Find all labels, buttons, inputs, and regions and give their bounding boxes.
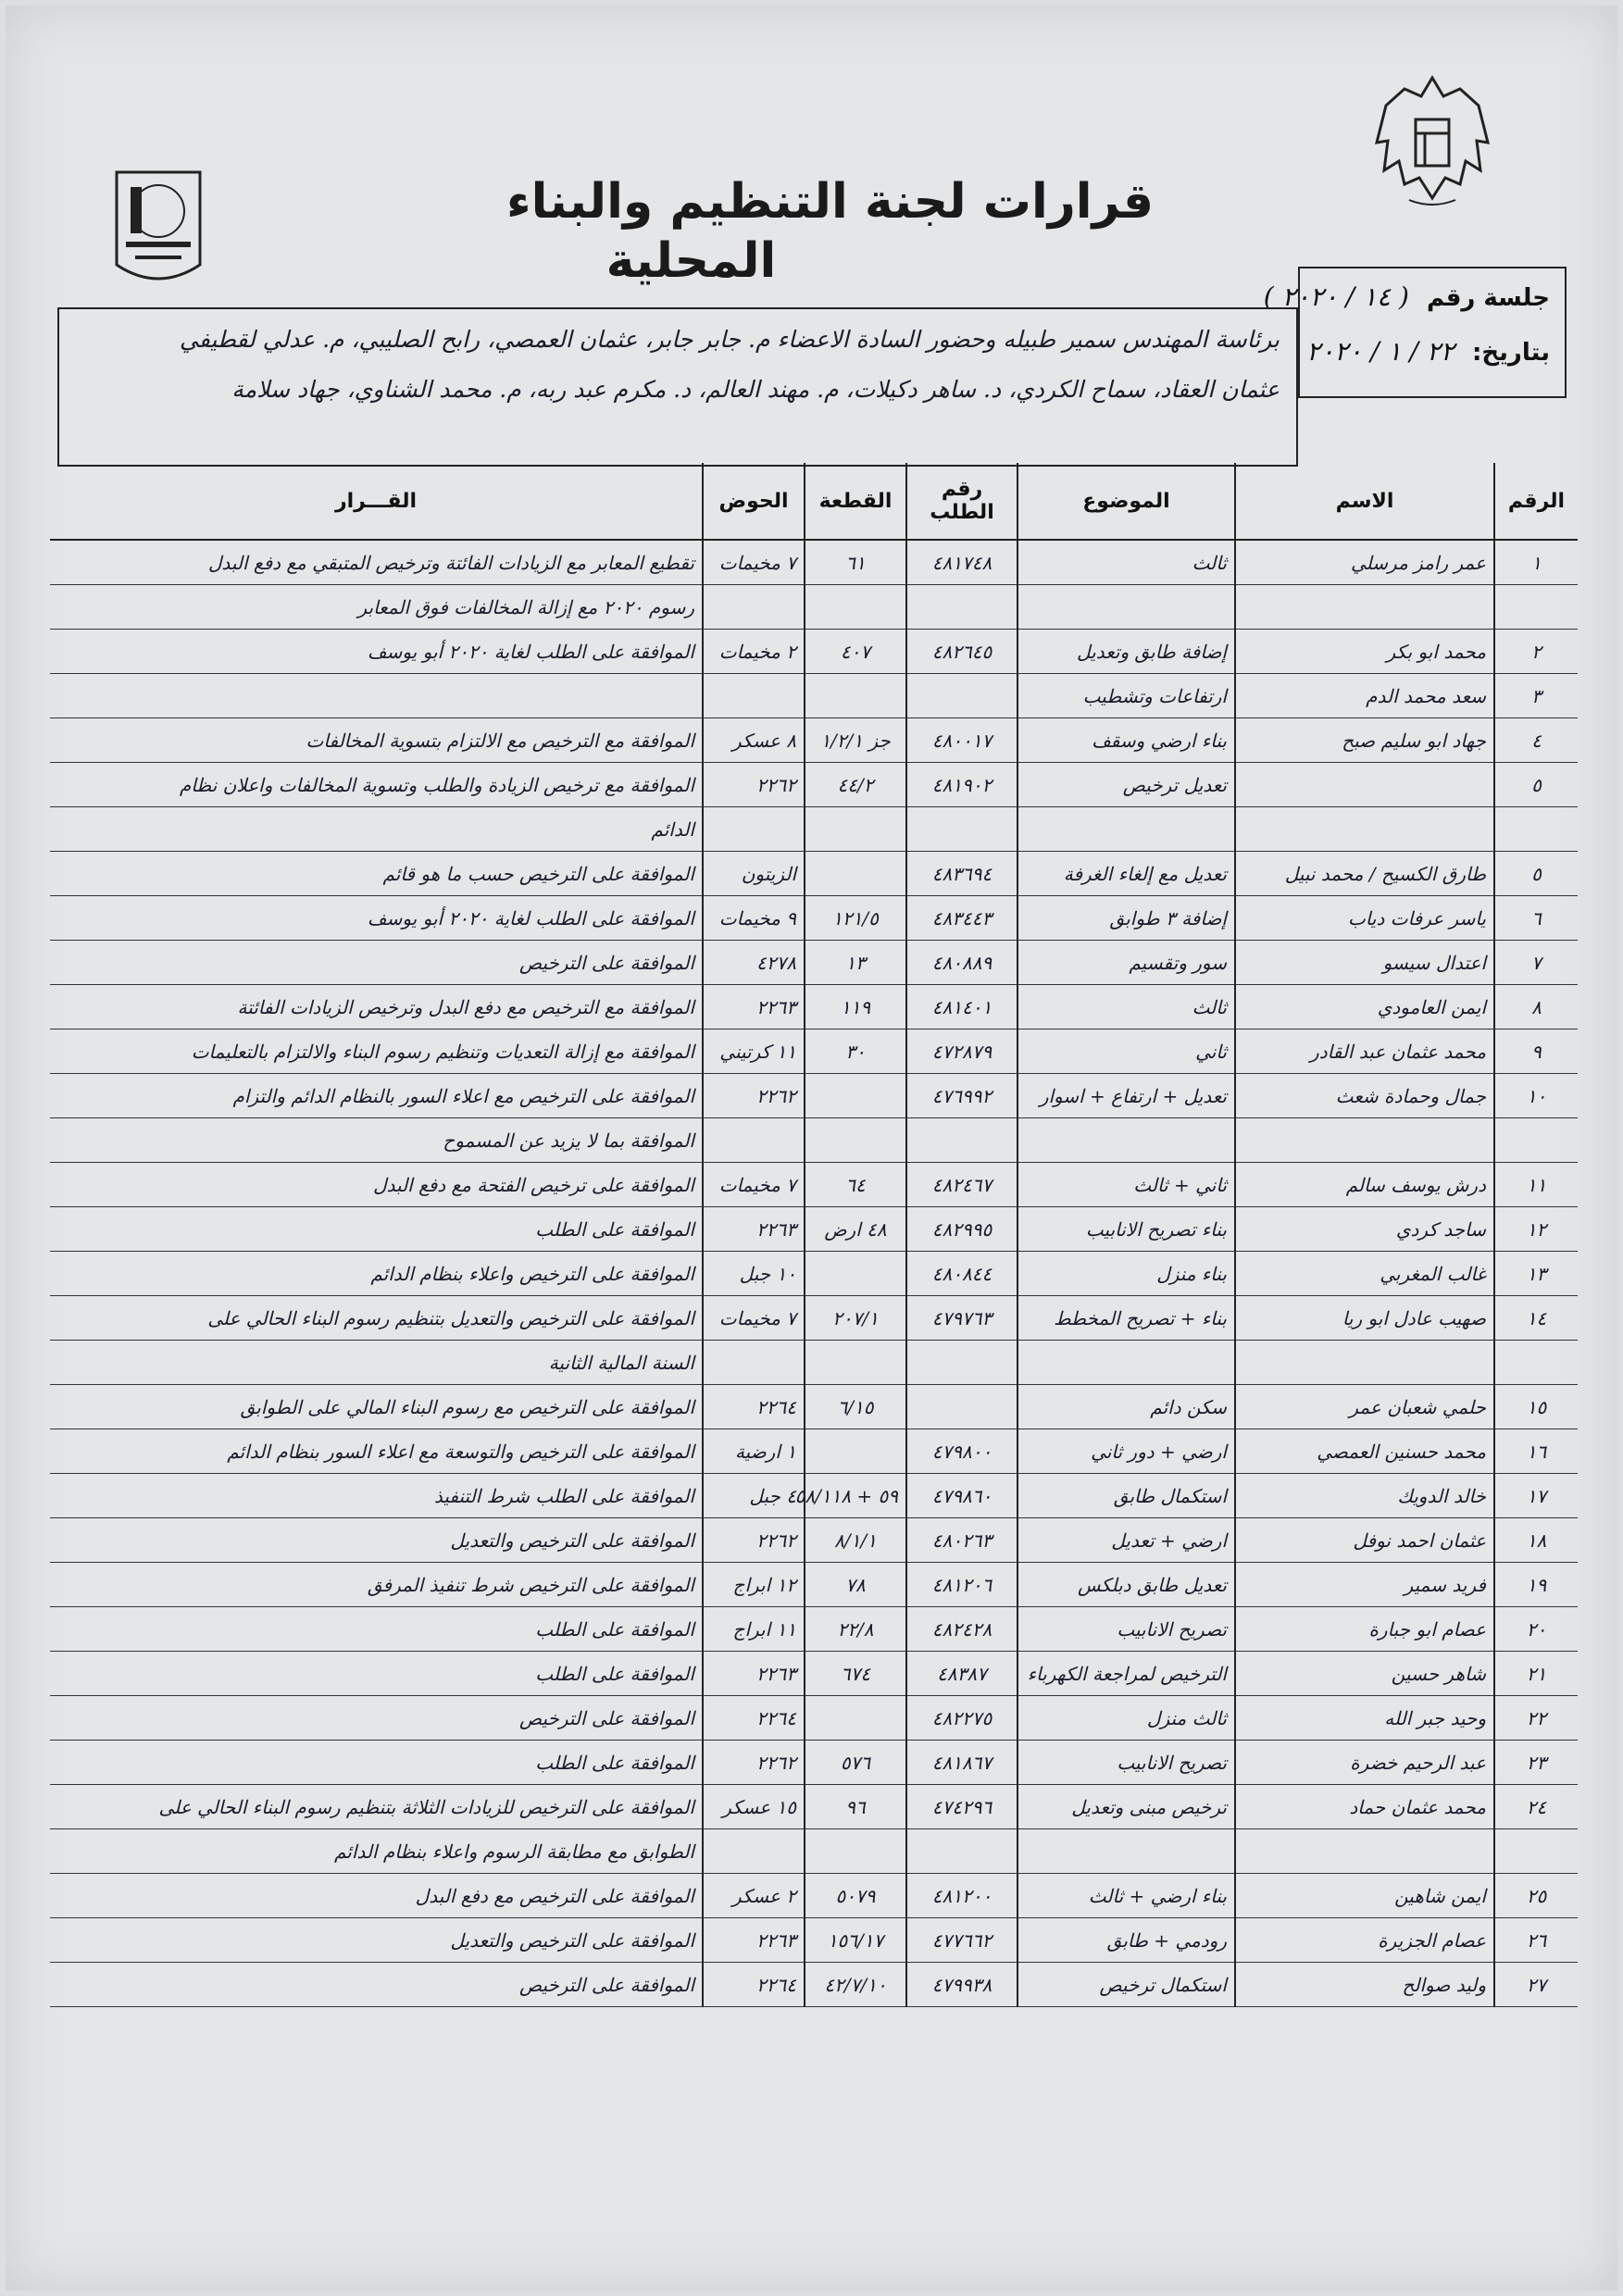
cell-basin: ١٠ جبل [703,1252,805,1296]
cell-decision: الطوابق مع مطابقة الرسوم واعلاء بنظام الدائم [50,1829,703,1874]
cell-decision: الموافقة على الطلب [50,1741,703,1785]
cell-basin: ١٥ عسكر [703,1785,805,1829]
table-row [50,852,1578,896]
cell-num: ٢٦ [1494,1918,1578,1963]
cell-subject [1017,585,1235,630]
cell-num: ٢ [1494,630,1578,674]
cell-decision: الموافقة على الترخيص مع رسوم البناء المالي على الطوابق [50,1385,703,1429]
cell-request: ٤٧٦٩٩٢ [906,1074,1017,1118]
cell-request: ٤٨٠٠١٧ [906,718,1017,763]
table-row [50,941,1578,985]
cell-num: ٧ [1494,941,1578,985]
cell-decision: الموافقة مع إزالة التعديات وتنظيم رسوم البناء والالتزام بالتعليمات [50,1029,703,1074]
cell-request: ٤٨٢٢٧٥ [906,1696,1017,1741]
cell-num: ٢٤ [1494,1785,1578,1829]
cell-request: ٤٧٩٨٦٠ [906,1474,1017,1518]
cell-name: محمد حسنين العمصي [1235,1429,1494,1474]
cell-subject: ارضي + دور ثاني [1017,1429,1235,1474]
cell-decision: الموافقة على الترخيص والتعديل بتنظيم رسوم البناء الحالي على [50,1296,703,1341]
cell-plot: ١٢١/٥ [805,896,906,941]
cell-num: ١ [1494,540,1578,585]
cell-request: ٤٨٠٢٦٣ [906,1518,1017,1563]
cell-num: ٥ [1494,852,1578,896]
cell-request: ٤٧٩٧٦٣ [906,1296,1017,1341]
cell-plot [805,585,906,630]
cell-decision: الموافقة على الترخيص والتعديل [50,1918,703,1963]
cell-subject: استكمال ترخيص [1017,1963,1235,2007]
committee-members-box [57,307,1298,467]
cell-plot: ٨/١/١ [805,1518,906,1563]
cell-subject: ثاني [1017,1029,1235,1074]
cell-plot [805,1429,906,1474]
cell-request [906,1385,1017,1429]
cell-num: ٢٧ [1494,1963,1578,2007]
cell-decision: الموافقة على الترخيص واعلاء بنظام الدائم [50,1252,703,1296]
cell-name: عصام الجزيرة [1235,1918,1494,1963]
table-row [50,1696,1578,1741]
table-row [50,1874,1578,1918]
cell-plot: ٥٠٧٩ [805,1874,906,1918]
cell-decision: الموافقة على الترخيص شرط تنفيذ المرفق [50,1563,703,1607]
cell-basin: ٢٢٦٣ [703,1652,805,1696]
cell-plot [805,1696,906,1741]
cell-request: ٤٧٩٩٣٨ [906,1963,1017,2007]
date-label: بتاريخ: [1471,339,1550,367]
cell-name [1235,585,1494,630]
cell-subject: إضافة ٣ طوابق [1017,896,1235,941]
cell-subject: ثاني + ثالث [1017,1163,1235,1207]
cell-subject: إضافة طابق وتعديل [1017,630,1235,674]
table-row [50,1207,1578,1252]
cell-plot: ٧٨ [805,1563,906,1607]
table-row [50,1607,1578,1652]
cell-basin: ٤٢٧٨ [703,941,805,985]
cell-decision: تقطيع المعابر مع الزيادات الفائتة وترخيص المتبقي مع دفع البدل [50,540,703,585]
cell-basin: ١ ارضية [703,1429,805,1474]
table-row [50,1252,1578,1296]
cell-subject: تعديل ترخيص [1017,763,1235,807]
cell-subject: بناء ارضي + ثالث [1017,1874,1235,1918]
table-row [50,1074,1578,1118]
cell-plot: جز ١/٢/١ [805,718,906,763]
cell-subject: ارتفاعات وتشطيب [1017,674,1235,718]
cell-subject: تصريح الانابيب [1017,1741,1235,1785]
cell-subject: ثالث [1017,540,1235,585]
cell-name: سعد محمد الدم [1235,674,1494,718]
cell-name: طارق الكسيح / محمد نبيل [1235,852,1494,896]
cell-plot [805,1829,906,1874]
members-line-1: برئاسة المهندس سمير طبيله وحضور السادة الاعضاء م. جابر جابر، عثمان العمصي، رابح الصليبي، م. عدلي لقطيفي [179,326,1280,353]
cell-num: ٨ [1494,985,1578,1029]
cell-decision: الموافقة على الطلب [50,1607,703,1652]
cell-plot [805,807,906,852]
col-header-request: رقم الطلب [906,463,1017,540]
cell-num [1494,585,1578,630]
cell-subject: بناء تصريح الانابيب [1017,1207,1235,1252]
cell-decision [50,674,703,718]
session-info-box [1263,267,1567,398]
table-row [50,630,1578,674]
table-row [50,1963,1578,2007]
cell-name: ايمن شاهين [1235,1874,1494,1918]
cell-basin: ٢٢٦٢ [703,763,805,807]
cell-basin: ٩ مخيمات [703,896,805,941]
table-row [50,1029,1578,1074]
col-header-plot: القطعة [805,463,906,540]
table-row [50,585,1578,630]
cell-basin: ٧ مخيمات [703,1296,805,1341]
cell-num [1494,807,1578,852]
cell-decision: الموافقة على الترخيص والتوسعة مع اعلاء السور بنظام الدائم [50,1429,703,1474]
table-row [50,1341,1578,1385]
cell-num: ١٣ [1494,1252,1578,1296]
cell-basin: ٢٢٦٢ [703,1074,805,1118]
cell-request: ٤٧٧٦٦٢ [906,1918,1017,1963]
cell-request [906,1829,1017,1874]
cell-name: عثمان احمد نوفل [1235,1518,1494,1563]
cell-name: اعتدال سيسو [1235,941,1494,985]
date-value: ٢٢ / ١ / ٢٠٢٠ [1306,336,1454,367]
cell-num: ٣ [1494,674,1578,718]
table-row [50,540,1578,585]
cell-name: فريد سمير [1235,1563,1494,1607]
table-row [50,1385,1578,1429]
cell-basin: ٨ عسكر [703,718,805,763]
table-row [50,807,1578,852]
cell-plot: ٦٧٤ [805,1652,906,1696]
cell-basin [703,807,805,852]
cell-decision: الموافقة على الترخيص للزيادات الثلاثة بتنظيم رسوم البناء الحالي على [50,1785,703,1829]
cell-decision: الموافقة على الترخيص [50,941,703,985]
cell-subject: سور وتقسيم [1017,941,1235,985]
cell-plot: ٤٨ ارض [805,1207,906,1252]
col-header-subject: الموضوع [1017,463,1235,540]
cell-basin: ٢٢٦٤ [703,1963,805,2007]
cell-basin [703,585,805,630]
cell-num: ١١ [1494,1163,1578,1207]
cell-name: عصام ابو جبارة [1235,1607,1494,1652]
cell-plot [805,1074,906,1118]
cell-request: ٤٨١٤٠١ [906,985,1017,1029]
cell-decision: الموافقة على الطلب لغاية ٢٠٢٠ أبو يوسف [50,896,703,941]
cell-request: ٤٨١٧٤٨ [906,540,1017,585]
cell-subject: ثالث [1017,985,1235,1029]
cell-basin: ٢٢٦٤ [703,1385,805,1429]
cell-subject: ثالث منزل [1017,1696,1235,1741]
decisions-table-wrap [50,463,1578,2250]
cell-basin: ٢٢٦٢ [703,1518,805,1563]
cell-request: ٤٨٠٨٤٤ [906,1252,1017,1296]
cell-decision: الموافقة على الترخيص مع دفع البدل [50,1874,703,1918]
table-row [50,718,1578,763]
cell-decision: الموافقة بما لا يزيد عن المسموح [50,1118,703,1163]
cell-num [1494,1118,1578,1163]
cell-name: محمد عثمان حماد [1235,1785,1494,1829]
cell-num: ١٢ [1494,1207,1578,1252]
cell-plot: ٣٠ [805,1029,906,1074]
cell-basin: ٧ مخيمات [703,1163,805,1207]
cell-plot: ١٣ [805,941,906,985]
cell-decision: السنة المالية الثانية [50,1341,703,1385]
cell-basin [703,1118,805,1163]
table-row [50,674,1578,718]
cell-decision: الموافقة مع الترخيص مع الالتزام بتسوية المخالفات [50,718,703,763]
cell-request: ٤٧٢٨٧٩ [906,1029,1017,1074]
col-header-decision: القـــرار [50,463,703,540]
cell-plot [805,674,906,718]
cell-num [1494,1829,1578,1874]
table-row [50,896,1578,941]
cell-num: ٦ [1494,896,1578,941]
cell-request [906,1341,1017,1385]
session-label: جلسة رقم [1426,284,1550,312]
decisions-table [50,463,1578,2007]
cell-num: ٢١ [1494,1652,1578,1696]
col-header-num: الرقم [1494,463,1578,540]
table-row [50,1296,1578,1341]
cell-plot [805,852,906,896]
table-row [50,1652,1578,1696]
cell-name [1235,1829,1494,1874]
cell-basin: ١٢ ابراج [703,1563,805,1607]
cell-request: ٤٨٢٦٤٥ [906,630,1017,674]
cell-name: عبد الرحيم خضرة [1235,1741,1494,1785]
cell-subject: بناء ارضي وسقف [1017,718,1235,763]
cell-name: محمد عثمان عبد القادر [1235,1029,1494,1074]
cell-name: شاهر حسين [1235,1652,1494,1696]
cell-num: ١٥ [1494,1385,1578,1429]
cell-request: ٤٨١٢٠٠ [906,1874,1017,1918]
cell-request: ٤٨١٩٠٢ [906,763,1017,807]
title-line-1: قرارات لجنة التنظيم والبناء [506,174,1154,230]
cell-basin: ٢٢٦٣ [703,1207,805,1252]
cell-subject [1017,1118,1235,1163]
cell-subject [1017,807,1235,852]
cell-plot: ٤٢/٧/١٠ [805,1963,906,2007]
cell-plot: ٥٧٦ [805,1741,906,1785]
cell-basin: ٢٢٦٣ [703,985,805,1029]
cell-plot: ٥٩ + ٥٨/١١٨ [805,1474,906,1518]
table-row [50,1741,1578,1785]
table-row [50,1163,1578,1207]
document-page [6,6,1617,2290]
cell-subject: تصريح الانابيب [1017,1607,1235,1652]
cell-name: ياسر عرفات دياب [1235,896,1494,941]
cell-request: ٤٨٢٤٢٨ [906,1607,1017,1652]
cell-num: ٢٣ [1494,1741,1578,1785]
cell-decision: الموافقة على الترخيص حسب ما هو قائم [50,852,703,896]
cell-subject: الترخيص لمراجعة الكهرباء [1017,1652,1235,1696]
cell-request: ٤٨٣٦٩٤ [906,852,1017,896]
cell-plot: ١٥٦/١٧ [805,1918,906,1963]
cell-name: جمال وحمادة شعث [1235,1074,1494,1118]
session-value: ( ١٤ / ٢٠٢٠ ) [1263,281,1409,312]
cell-request [906,674,1017,718]
cell-basin: ١١ ابراج [703,1607,805,1652]
cell-decision: الموافقة على الطلب شرط التنفيذ [50,1474,703,1518]
table-row [50,985,1578,1029]
cell-plot: ٢٢/٨ [805,1607,906,1652]
cell-num: ١٧ [1494,1474,1578,1518]
cell-subject: رودمي + طابق [1017,1918,1235,1963]
cell-name: محمد ابو بكر [1235,630,1494,674]
cell-decision: رسوم ٢٠٢٠ مع إزالة المخالفات فوق المعابر [50,585,703,630]
cell-num [1494,1341,1578,1385]
cell-name: غالب المغربي [1235,1252,1494,1296]
cell-name: صهيب عادل ابو ريا [1235,1296,1494,1341]
cell-name: درش يوسف سالم [1235,1163,1494,1207]
cell-name: وليد صوالح [1235,1963,1494,2007]
cell-name: وحيد جبر الله [1235,1696,1494,1741]
cell-plot: ١١٩ [805,985,906,1029]
cell-subject: ارضي + تعديل [1017,1518,1235,1563]
table-row [50,1518,1578,1563]
table-header-row [50,463,1578,540]
table-row [50,763,1578,807]
cell-name: ايمن العامودي [1235,985,1494,1029]
cell-decision: الدائم [50,807,703,852]
cell-subject: سكن دائم [1017,1385,1235,1429]
cell-num: ٢٥ [1494,1874,1578,1918]
col-header-basin: الحوض [703,463,805,540]
cell-num: ١٨ [1494,1518,1578,1563]
cell-decision: الموافقة مع الترخيص مع دفع البدل وترخيص الزيادات الفائتة [50,985,703,1029]
cell-num: ٢٢ [1494,1696,1578,1741]
cell-name: خالد الدويك [1235,1474,1494,1518]
cell-subject: تعديل مع إلغاء الغرفة [1017,852,1235,896]
cell-decision: الموافقة على الترخيص مع اعلاء السور بالنظام الدائم والتزام [50,1074,703,1118]
cell-plot [805,1252,906,1296]
cell-name: جهاد ابو سليم صبح [1235,718,1494,763]
cell-request: ٤٨٣٨٧ [906,1652,1017,1696]
cell-plot [805,1118,906,1163]
cell-num: ٥ [1494,763,1578,807]
cell-name: ساجد كردي [1235,1207,1494,1252]
cell-basin: ٢٢٦٤ [703,1696,805,1741]
cell-basin: ١١ كرتيني [703,1029,805,1074]
cell-request: ٤٨١٢٠٦ [906,1563,1017,1607]
cell-basin: الزيتون [703,852,805,896]
cell-plot: ٩٦ [805,1785,906,1829]
cell-request: ٤٨١٨٦٧ [906,1741,1017,1785]
cell-decision: الموافقة على الترخيص [50,1963,703,2007]
cell-basin: ٧ مخيمات [703,540,805,585]
table-row [50,1563,1578,1607]
cell-basin [703,1829,805,1874]
col-header-name: الاسم [1235,463,1494,540]
cell-plot: ٦٤ [805,1163,906,1207]
table-row [50,1429,1578,1474]
cell-name [1235,1341,1494,1385]
cell-name: حلمي شعبان عمر [1235,1385,1494,1429]
cell-request: ٤٧٩٨٠٠ [906,1429,1017,1474]
cell-plot [805,1341,906,1385]
cell-basin: ٢ عسكر [703,1874,805,1918]
cell-decision: الموافقة على الطلب [50,1652,703,1696]
cell-request [906,585,1017,630]
cell-plot: ٤٤/٢ [805,763,906,807]
cell-num: ١٦ [1494,1429,1578,1474]
cell-request: ٤٨٢٤٦٧ [906,1163,1017,1207]
cell-request [906,807,1017,852]
cell-decision: الموافقة على الطلب [50,1207,703,1252]
cell-request [906,1118,1017,1163]
cell-request: ٤٨٠٨٨٩ [906,941,1017,985]
cell-basin: ٢٢٦٢ [703,1741,805,1785]
cell-plot: ٢٠٧/١ [805,1296,906,1341]
title-line-2: المحلية [606,233,777,289]
cell-subject: بناء + تصريح المخطط [1017,1296,1235,1341]
cell-basin [703,1341,805,1385]
cell-num: ١٩ [1494,1563,1578,1607]
cell-name [1235,807,1494,852]
members-line-2: عثمان العقاد، سماح الكردي، د. ساهر دكيلات، م. مهند العالم، د. مكرم عبد ربه، م. محمد الشناوي، جهاد سلامة [231,376,1280,403]
cell-plot: ٦١ [805,540,906,585]
cell-subject: تعديل طابق دبلكس [1017,1563,1235,1607]
table-row [50,1474,1578,1518]
cell-num: ١٠ [1494,1074,1578,1118]
cell-basin: ٤ جبل [703,1474,805,1518]
cell-basin: ٢٢٦٣ [703,1918,805,1963]
cell-name: عمر رامز مرسلي [1235,540,1494,585]
table-row [50,1785,1578,1829]
cell-decision: الموافقة على ترخيص الفتحة مع دفع البدل [50,1163,703,1207]
cell-subject: استكمال طابق [1017,1474,1235,1518]
cell-request: ٤٨٣٤٤٣ [906,896,1017,941]
cell-basin [703,674,805,718]
cell-subject: ترخيص مبنى وتعديل [1017,1785,1235,1829]
table-body [50,540,1578,2007]
cell-name [1235,763,1494,807]
table-row [50,1918,1578,1963]
cell-plot: ٤٠٧ [805,630,906,674]
cell-request: ٤٨٢٩٩٥ [906,1207,1017,1252]
cell-decision: الموافقة مع ترخيص الزيادة والطلب وتسوية المخالفات واعلان نظام [50,763,703,807]
cell-subject: بناء منزل [1017,1252,1235,1296]
cell-num: ٤ [1494,718,1578,763]
cell-decision: الموافقة على الطلب لغاية ٢٠٢٠ أبو يوسف [50,630,703,674]
cell-subject: تعديل + ارتفاع + اسوار [1017,1074,1235,1118]
cell-decision: الموافقة على الترخيص والتعديل [50,1518,703,1563]
cell-plot: ٦/١٥ [805,1385,906,1429]
cell-decision: الموافقة على الترخيص [50,1696,703,1741]
cell-num: ٢٠ [1494,1607,1578,1652]
cell-name [1235,1118,1494,1163]
cell-num: ١٤ [1494,1296,1578,1341]
cell-subject [1017,1341,1235,1385]
table-row [50,1118,1578,1163]
cell-subject [1017,1829,1235,1874]
cell-basin: ٢ مخيمات [703,630,805,674]
table-row [50,1829,1578,1874]
cell-num: ٩ [1494,1029,1578,1074]
cell-request: ٤٧٤٢٩٦ [906,1785,1017,1829]
